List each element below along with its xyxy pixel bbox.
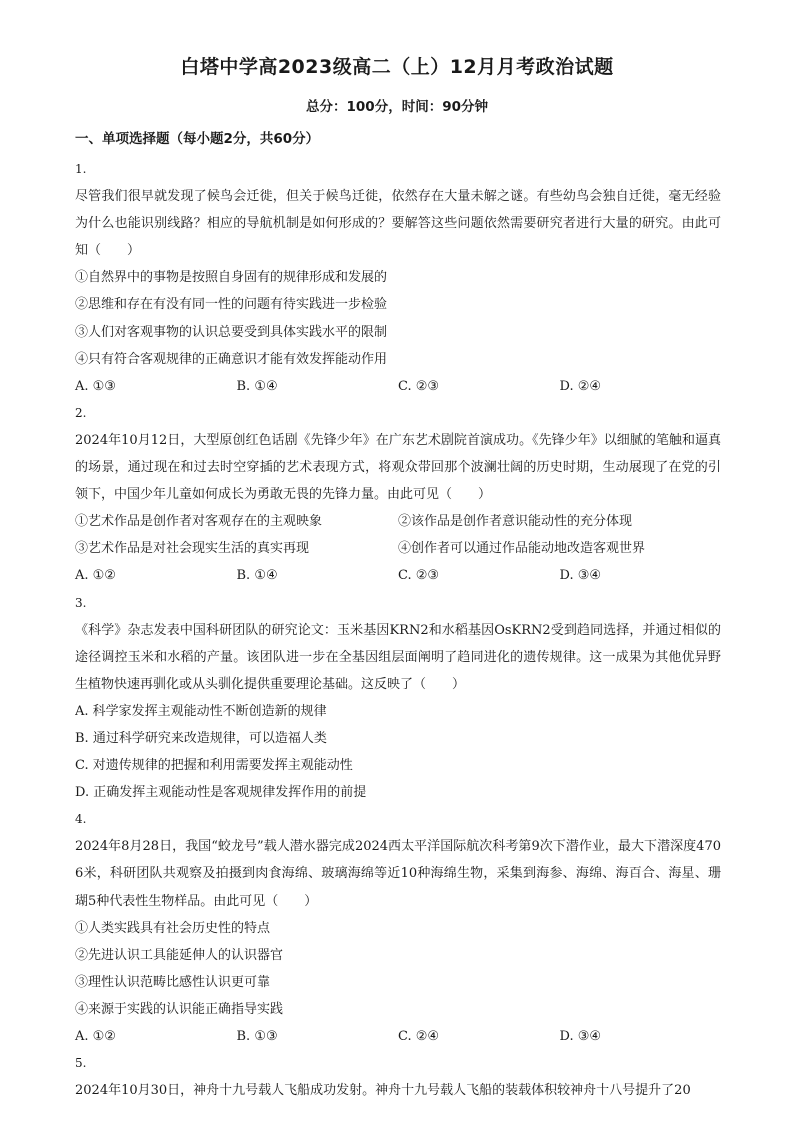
statement-item: ①艺术作品是创作者对客观存在的主观映象	[75, 514, 323, 530]
question-3	[75, 590, 721, 807]
option-row	[75, 1023, 721, 1050]
option-a[interactable]: A. 科学家发挥主观能动性不断创造新的规律	[75, 703, 327, 719]
question-number: 1.	[75, 162, 87, 176]
statement-item: ④创作者可以通过作品能动地改造客观世界	[398, 541, 646, 557]
option-d[interactable]: D. 正确发挥主观能动性是客观规律发挥作用的前提	[75, 785, 367, 801]
option-row	[75, 373, 721, 400]
option-d[interactable]: D. ②④	[559, 378, 602, 394]
option-b[interactable]: B. ①③	[236, 1029, 278, 1045]
statement-item: ④来源于实践的认识能正确指导实践	[75, 1001, 284, 1017]
option-d[interactable]: D. ③④	[559, 568, 602, 584]
statement-item: ③理性认识范畴比感性认识更可靠	[75, 974, 271, 990]
option-a[interactable]: A. ①②	[75, 568, 116, 584]
statement-item: ①自然界中的事物是按照自身固有的规律形成和发展的	[75, 270, 388, 286]
statement-item: ②该作品是创作者意识能动性的充分体现	[398, 514, 633, 530]
option-b[interactable]: B. ①④	[236, 568, 278, 584]
option-b[interactable]: B. 通过科学研究来改造规律，可以造福人类	[75, 731, 327, 747]
question-stem: 2024年10月12日，大型原创红色话剧《先锋少年》在广东艺术剧院首演成功。《先锋少年》以细腻的笔触和逼真的场景，通过现在和过去时空穿插的艺术表现方式，将观众带回那个波澜壮阔的历史时期，生动展现了在党的引领下，中国少年儿童如何成长为勇敢无畏的先锋力量。由此可见（ ）	[75, 432, 721, 503]
option-c[interactable]: C. ②④	[398, 1029, 440, 1045]
exam-title: 白塔中学高2023级高二（上）12月月考政治试题	[180, 56, 614, 78]
option-c[interactable]: C. ②③	[398, 568, 440, 584]
section-heading: 一、单项选择题（每小题2分，共60分）	[75, 131, 320, 147]
option-b[interactable]: B. ①④	[236, 378, 278, 394]
exam-score-time: 总分：100分，时间：90分钟	[306, 99, 488, 115]
statement-item: ①人类实践具有社会历史性的特点	[75, 920, 271, 936]
option-a[interactable]: A. ①②	[75, 1029, 116, 1045]
statement-item: ④只有符合客观规律的正确意识才能有效发挥能动作用	[75, 351, 388, 367]
question-stem: 2024年10月30日，神舟十九号载人飞船成功发射。神舟十九号载人飞船的装载体积较神舟十八号提升了20	[75, 1083, 691, 1099]
question-number: 5.	[75, 1056, 87, 1071]
question-stem: 尽管我们很早就发现了候鸟会迁徙，但关于候鸟迁徙，依然存在大量未解之谜。有些幼鸟会独自迁徙，毫无经验为什么也能识别线路？相应的导航机制是如何形成的？要解答这些问题依然需要研究者进行大量的研究。由此可知（ ）	[75, 189, 721, 259]
statement-row	[75, 535, 721, 562]
statement-item: ②先进认识工具能延伸人的认识器官	[75, 947, 284, 963]
question-2	[75, 400, 721, 590]
question-number: 4.	[75, 812, 87, 827]
question-number: 2.	[75, 405, 87, 420]
option-a[interactable]: A. ①③	[75, 378, 116, 394]
question-number: 3.	[75, 595, 87, 610]
option-c[interactable]: C. 对遗传规律的把握和利用需要发挥主观能动性	[75, 758, 353, 774]
question-stem: 2024年8月28日，我国“蛟龙号”载人潜水器完成2024西太平洋国际航次科考第9次下潜作业，最大下潜深度4706米，科研团队共观察及拍摄到肉食海绵、玻璃海绵等近10种海绵生物，采集到海参、海绵、海百合、海星、珊瑚5种代表性生物样品。由此可见（ ）	[75, 839, 721, 909]
question-4	[75, 806, 721, 1050]
statement-item: ③艺术作品是对社会现实生活的真实再现	[75, 541, 310, 557]
option-d[interactable]: D. ③④	[559, 1029, 602, 1045]
question-stem: 《科学》杂志发表中国科研团队的研究论文：玉米基因KRN2和水稻基因OsKRN2受到趋同选择，并通过相似的途径调控玉米和水稻的产量。该团队进一步在全基因组层面阐明了趋同进化的遗传规律。这一成果为其他优异野生植物快速再驯化或从头驯化提供重要理论基础。这反映了（ ）	[75, 622, 721, 692]
option-c[interactable]: C. ②③	[398, 378, 440, 394]
question-list	[75, 156, 721, 1104]
statement-row	[75, 508, 721, 535]
question-5	[75, 1050, 721, 1104]
statement-item: ②思维和存在有没有同一性的问题有待实践进一步检验	[75, 297, 388, 313]
statement-item: ③人们对客观事物的认识总要受到具体实践水平的限制	[75, 324, 388, 340]
option-row	[75, 562, 721, 589]
question-1	[75, 156, 721, 400]
